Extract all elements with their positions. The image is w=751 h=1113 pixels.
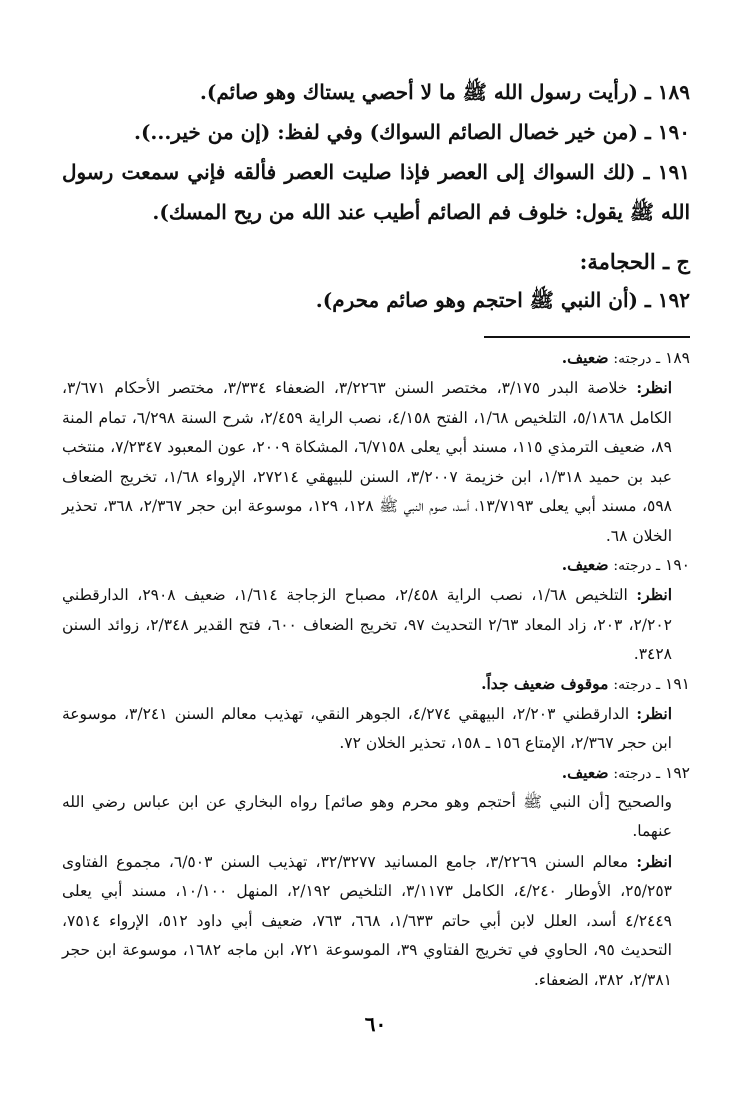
hadith-text: ـ (من خير خصال الصائم السواك) وفي لفظ: (إن من خير...). bbox=[133, 120, 651, 144]
footnote-references: الدارقطني ٢/٢٠٣، البيهقي ٤/٢٧٤، الجوهر النقي، تهذيب معالم السنن ٣/٢٤١، موسوعة ابن حجر ٢/٣٦٧، الإمتاع ١٥٦ ـ ١٥٨، تحذير الخلان ٧٢. bbox=[62, 704, 672, 752]
footnote bbox=[62, 551, 690, 670]
footnote-see-label: انظر: bbox=[636, 378, 672, 397]
hadith-item bbox=[62, 152, 690, 232]
footnote-note: والصحيح [أن النبي ﷺ أحتجم وهو محرم وهو صائم] رواه البخاري عن ابن عباس رضي الله عنهما. bbox=[62, 792, 672, 840]
hadith-number: ١٩٠ bbox=[657, 120, 690, 144]
hadith-number: ١٨٩ bbox=[657, 80, 690, 104]
footnote-divider bbox=[484, 336, 690, 338]
footnote-number: ١٩٢ bbox=[665, 763, 690, 782]
footnote-grade: ضعيف. bbox=[561, 348, 609, 367]
footnote-grade: ضعيف. bbox=[561, 762, 609, 782]
footnote-label: ـ درجته: bbox=[613, 676, 661, 693]
footnote bbox=[62, 344, 690, 551]
footnote-label: ـ درجته: bbox=[613, 351, 661, 367]
footnote-grade: موقوف ضعيف جداً. bbox=[481, 673, 609, 693]
hadith-number: ١٩٢ bbox=[657, 288, 690, 312]
footnote-see-label: انظر: bbox=[636, 703, 673, 723]
section-heading: ج ـ الحجامة: bbox=[579, 249, 690, 274]
hadith-text: ـ (لك السواك إلى العصر فإذا صليت العصر فألقه فإني سمعت رسول الله ﷺ يقول: خلوف فم الصائم أطيب عند الله من ريح المسك). bbox=[62, 160, 690, 224]
hadith-number: ١٩١ bbox=[657, 160, 690, 184]
footnote bbox=[62, 670, 690, 759]
footnote-number: ١٩٠ bbox=[665, 556, 690, 574]
footnote bbox=[62, 759, 690, 996]
footnote-label: ـ درجته: bbox=[613, 765, 661, 782]
main-items bbox=[62, 72, 690, 232]
footnotes bbox=[62, 344, 690, 995]
footnote-references: التلخيص ١/٦٨، نصب الراية ٢/٤٥٨، مصباح الزجاجة ١/٦١٤، ضعيف ٢٩٠٨، الدارقطني ٢/٢٠٢، ٢٠٣، زاد المعاد ٢/٦٣ التحديث ٩٧، تخريج الضعاف ٦٠٠، فتح القدير ٢/٣٤٨، زوائد السنن ٣٤٢٨. bbox=[62, 586, 672, 663]
hadith-item bbox=[62, 72, 690, 112]
footnote-number: ١٩١ bbox=[665, 674, 690, 693]
hadith-text: ـ (رأيت رسول الله ﷺ ما لا أحصي يستاك وهو صائم). bbox=[199, 80, 651, 104]
page-number: ٦٠ bbox=[364, 1014, 387, 1036]
hadith-item bbox=[62, 112, 690, 152]
hadith-text: ـ (أن النبي ﷺ احتجم وهو صائم محرم). bbox=[315, 288, 651, 312]
footnote-label: ـ درجته: bbox=[613, 558, 661, 574]
footnote-number: ١٨٩ bbox=[665, 349, 690, 367]
document-page bbox=[62, 72, 690, 1102]
footnote-see-label: انظر: bbox=[636, 585, 673, 604]
footnote-references: خلاصة البدر ٣/١٧٥، مختصر السنن ٣/٢٢٦٣، الضعفاء ٣/٣٣٤، مختصر الأحكام ٣/٦٧١، الكامل ٥/١٨٦٨، التلخيص ١/٦٨، الفتح ٤/١٥٨، نصب الراية ٢/٤٥٩، شرح السنة ٦/٢٩٨، تمام المنة ٨٩، ضعيف الترمذي ١١٥، مسند أبي يعلى ٦/٧١٥٨، المشكاة ٢٠٠٩، عون المعبود ٧/٢٣٤٧، منتخب عبد بن حميد ١/٣١٨، ابن خزيمة ٣/٢٠٠٧، السنن للبيهقي ٢٧٢١٤، الإرواء ١/٦٨، تخريج الضعاف ٥٩٨، مسند أبي يعلى ١٣/٧١٩٣، أسد، صوم النبي ﷺ ١٢٨، ١٢٩، موسوعة ابن حجر ٢/٣٦٧، ٣٦٨، تحذير الخلان ٦٨. bbox=[62, 379, 673, 545]
footnote-see-label: انظر: bbox=[636, 851, 672, 871]
footnote-references: معالم السنن ٣/٢٢٦٩، جامع المسانيد ٣٢/٣٢٧٧، تهذيب السنن ٦/٥٠٣، مجموع الفتاوى ٢٥/٢٥٣، الأوطار ٤/٢٤٠، الكامل ٣/١١٧٣، التلخيص ٢/١٩٢، المنهل ١٠/١٠٠، مسند أبي يعلى ٤/٢٤٤٩ أسد، العلل لابن أبي حاتم ١/٦٣٣، ٦٦٨، ٧٦٣، ضعيف أبي داود ٥١٢، الإرواء ٧٥١٤، التحديث ٩٥، الحاوي في تخريج الفتاوي ٣٩، الموسوعة ٧٢١، ابن ماجه ١٦٨٢، موسوعة ابن حجر ٢/٣٨١، ٣٨٢، الضعفاء. bbox=[62, 852, 672, 989]
footnote-grade: ضعيف. bbox=[561, 555, 609, 574]
hadith-item bbox=[62, 280, 690, 320]
